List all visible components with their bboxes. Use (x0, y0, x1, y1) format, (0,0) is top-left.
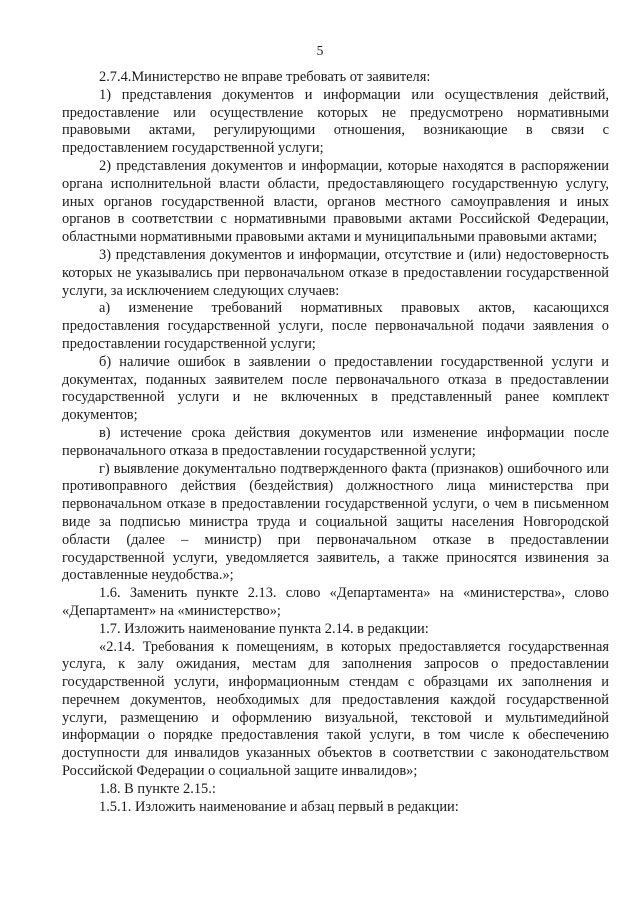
paragraph-1-5-1: 1.5.1. Изложить наименование и абзац первый в редакции: (99, 798, 459, 815)
paragraph-subitem-v: в) истечение срока действия документов или изменение информации после первоначального отказа в предоставлении государственной услуги; (62, 424, 609, 459)
paragraph-item-1: 1) представления документов и информации или осуществления действий, предоставление или осуществление которых не предусмотрено нормативными правовыми актами, регулирующими отношения, возникающие в связи с предоставлением государственной услуги; (62, 86, 609, 157)
paragraph-2-7-4: 2.7.4.Министерство не вправе требовать от заявителя: (99, 69, 431, 85)
page-number: 5 (316, 43, 324, 58)
paragraph-1-6: 1.6. Заменить пункте 2.13. слово «Департамента» на «министерства», слово «Департамент» на «министерство»; (62, 585, 609, 619)
paragraph-item-3: 3) представления документов и информации, отсутствие и (или) недостоверность которых не указывались при первоначальном отказе в предоставлении государственной услуги, за исключением следующих случаев: (62, 246, 609, 299)
paragraph-1-8: 1.8. В пункте 2.15.: (99, 780, 216, 797)
paragraph-1-7: 1.7. Изложить наименование пункта 2.14. в редакции: (99, 620, 429, 637)
document-body (62, 69, 609, 816)
paragraph-subitem-a: а) изменение требований нормативных правовых актов, касающихся предоставления государственной услуги, после первоначальной подачи заявления о предоставлении государственной услуги; (62, 300, 609, 352)
paragraph-subitem-g: г) выявление документально подтвержденного факта (признаков) ошибочного или противоправного действия (бездействия) должностного лица министерства при первоначальном отказе в предоставлении государственной услуги, о чем в письменном виде за подписью министра труда и социальной защиты населения Новгородской области (далее – министр) при первоначальном отказе в предоставлении государственной услуги, уведомляется заявитель, а также приносятся извинения за доставленные неудобства.»; (62, 460, 609, 584)
paragraph-item-2: 2) представления документов и информации, которые находятся в распоряжении органа исполнительной власти области, предоставляющего государственную услугу, иных органов государственной власти, органов местного самоуправления и иных органов в соответствии с нормативными правовыми актами Российской Федерации, областными нормативными правовыми актами и муниципальными правовыми актами; (62, 157, 609, 246)
paragraph-subitem-b: б) наличие ошибок в заявлении о предоставлении государственной услуги и документах, поданных заявителем после первоначального отказа в предоставлении государственной услуги и не включенных в представленный ранее комплект документов; (62, 353, 609, 424)
paragraph-2-14-quote: «2.14. Требования к помещениям, в которых предоставляется государственная услуга, к залу ожидания, местам для заполнения запросов о предоставлении государственной услуги, информационным стендам с образцами их заполнения и перечнем документов, необходимых для предоставления каждой государственной услуги, размещению и оформлению визуальной, текстовой и мультимедийной информации о порядке предоставления такой услуги, в том числе к обеспечению доступности для инвалидов указанных объектов в соответствии с законодательством Российской Федерации о социальной защите инвалидов»; (62, 638, 609, 780)
